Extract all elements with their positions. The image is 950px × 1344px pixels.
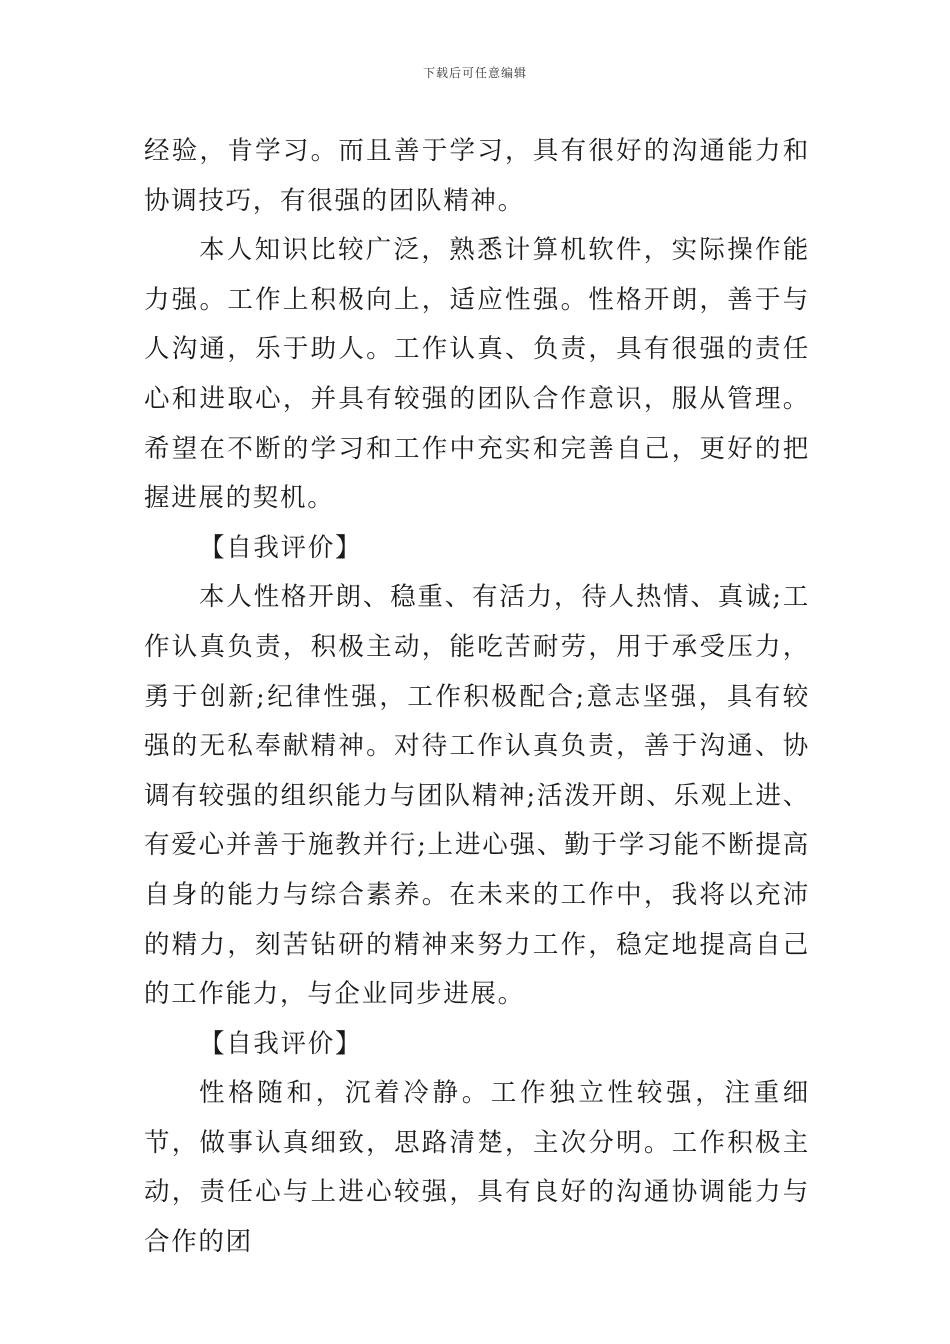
- paragraph-knowledge: 本人知识比较广泛，熟悉计算机软件，实际操作能力强。工作上积极向上，适应性强。性格开朗，善于与人沟通，乐于助人。工作认真、负责，具有很强的责任心和进取心，并具有较强的团队合作意识，服从管理。希望在不断的学习和工作中充实和完善自己，更好的把握进展的契机。: [144, 235, 810, 514]
- document-body: [144, 127, 810, 1268]
- section-heading-self-evaluation-2: 【自我评价】: [199, 1028, 363, 1059]
- section-heading-self-evaluation-1: 【自我评价】: [199, 532, 363, 563]
- paragraph-self-evaluation-2: 性格随和，沉着冷静。工作独立性较强，注重细节，做事认真细致，思路清楚，主次分明。工作积极主动，责任心与上进心较强，具有良好的沟通协调能力与合作的团: [144, 1078, 810, 1258]
- paragraph-self-evaluation-1: 本人性格开朗、稳重、有活力，待人热情、真诚;工作认真负责，积极主动，能吃苦耐劳，用于承受压力，勇于创新;纪律性强，工作积极配合;意志坚强，具有较强的无私奉献精神。对待工作认真负责，善于沟通、协调有较强的组织能力与团队精神;活泼开朗、乐观上进、有爱心并善于施教并行;上进心强、勤于学习能不断提高自身的能力与综合素养。在未来的工作中，我将以充沛的精力，刻苦钻研的精神来努力工作，稳定地提高自己的工作能力，与企业同步进展。: [144, 582, 810, 1010]
- page-header: 下载后可任意编辑: [422, 66, 527, 80]
- paragraph-continuation: 经验，肯学习。而且善于学习，具有很好的沟通能力和协调技巧，有很强的团队精神。: [144, 136, 810, 216]
